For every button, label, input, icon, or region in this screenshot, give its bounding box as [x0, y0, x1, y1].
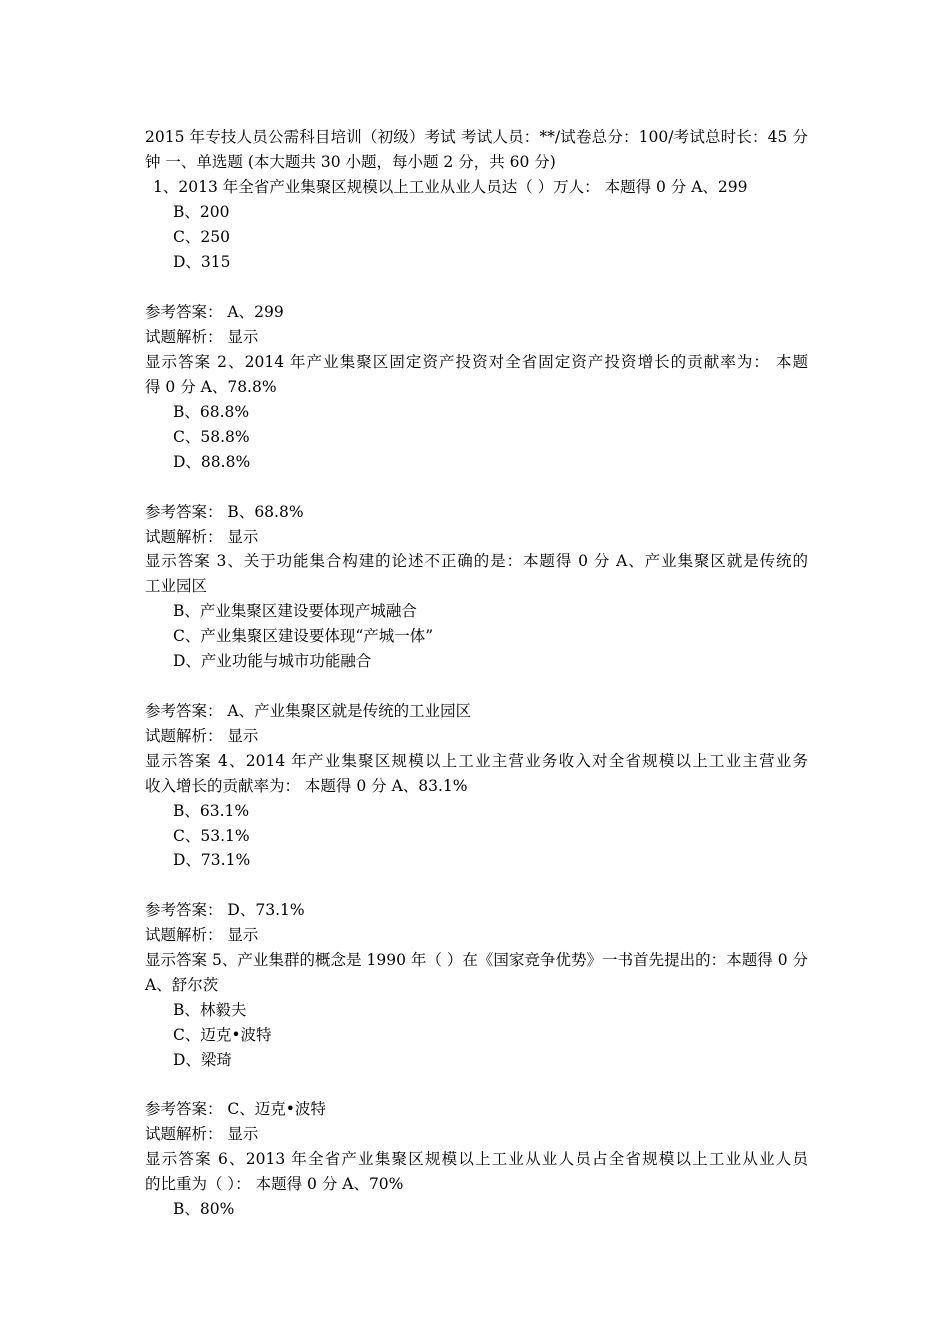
question-4-answer: 参考答案： D、73.1% — [145, 901, 305, 919]
question-3-option-d: D、产业功能与城市功能融合 — [173, 652, 372, 670]
question-3-option-c: C、产业集聚区建设要体现“产城一体” — [173, 627, 434, 645]
question-5-option-d: D、梁琦 — [173, 1051, 232, 1069]
question-6-option-b: B、80% — [173, 1200, 235, 1218]
question-2-option-d: D、88.8% — [173, 453, 251, 471]
question-3-answer: 参考答案： A、产业集聚区就是传统的工业园区 — [145, 702, 472, 720]
question-2-stem-line-2: 得 0 分 A、78.8% — [145, 378, 277, 396]
question-1-stem: 1、2013 年全省产业集聚区规模以上工业从业人员达（ ）万人： 本题得 0 分 A、299 — [153, 178, 748, 196]
question-3-stem-line-1: 显示答案 3、关于功能集合构建的论述不正确的是：本题得 0 分 A、产业集聚区就是传统的 — [145, 552, 808, 570]
question-5-option-c: C、迈克•波特 — [173, 1026, 272, 1044]
question-5-answer: 参考答案： C、迈克•波特 — [145, 1100, 326, 1118]
question-2-answer: 参考答案： B、68.8% — [145, 503, 304, 521]
question-1-option-d: D、315 — [173, 253, 231, 271]
question-3-analysis: 试题解析： 显示 — [145, 727, 259, 745]
question-4-stem-line-2: 收入增长的贡献率为： 本题得 0 分 A、83.1% — [145, 777, 468, 795]
question-3-option-b: B、产业集聚区建设要体现产城融合 — [173, 602, 417, 620]
question-5-stem-line-2: A、舒尔茨 — [145, 976, 219, 994]
question-2-stem-line-1: 显示答案 2、2014 年产业集聚区固定资产投资对全省固定资产投资增长的贡献率为： 本题 — [145, 353, 808, 371]
exam-header-line-1: 2015 年专技人员公需科目培训（初级）考试 考试人员：**/试卷总分：100/考试总时长：45 分 — [145, 128, 808, 146]
question-5-analysis: 试题解析： 显示 — [145, 1125, 259, 1143]
question-1-option-c: C、250 — [173, 228, 230, 246]
question-4-option-c: C、53.1% — [173, 827, 250, 845]
question-6-stem-line-1: 显示答案 6、2013 年全省产业集聚区规模以上工业从业人员占全省规模以上工业从业人员 — [145, 1150, 808, 1168]
question-3-stem-line-2: 工业园区 — [145, 577, 208, 595]
exam-header-line-2: 钟 一、单选题 (本大题共 30 小题，每小题 2 分，共 60 分) — [145, 153, 556, 171]
question-1-analysis: 试题解析： 显示 — [145, 328, 259, 346]
question-6-stem-line-2: 的比重为（ ）： 本题得 0 分 A、70% — [145, 1175, 404, 1193]
question-2-option-b: B、68.8% — [173, 403, 250, 421]
question-1-answer: 参考答案： A、299 — [145, 303, 284, 321]
question-2-analysis: 试题解析： 显示 — [145, 528, 259, 546]
question-2-option-c: C、58.8% — [173, 428, 250, 446]
question-1-option-b: B、200 — [173, 203, 230, 221]
question-4-analysis: 试题解析： 显示 — [145, 926, 259, 944]
question-4-stem-line-1: 显示答案 4、2014 年产业集聚区规模以上工业主营业务收入对全省规模以上工业主营业务 — [145, 752, 808, 770]
question-4-option-d: D、73.1% — [173, 851, 251, 869]
question-5-stem-line-1: 显示答案 5、产业集群的概念是 1990 年（ ）在《国家竞争优势》一书首先提出的：本题得 0 分 — [145, 951, 808, 969]
question-4-option-b: B、63.1% — [173, 802, 250, 820]
question-5-option-b: B、林毅夫 — [173, 1001, 247, 1019]
